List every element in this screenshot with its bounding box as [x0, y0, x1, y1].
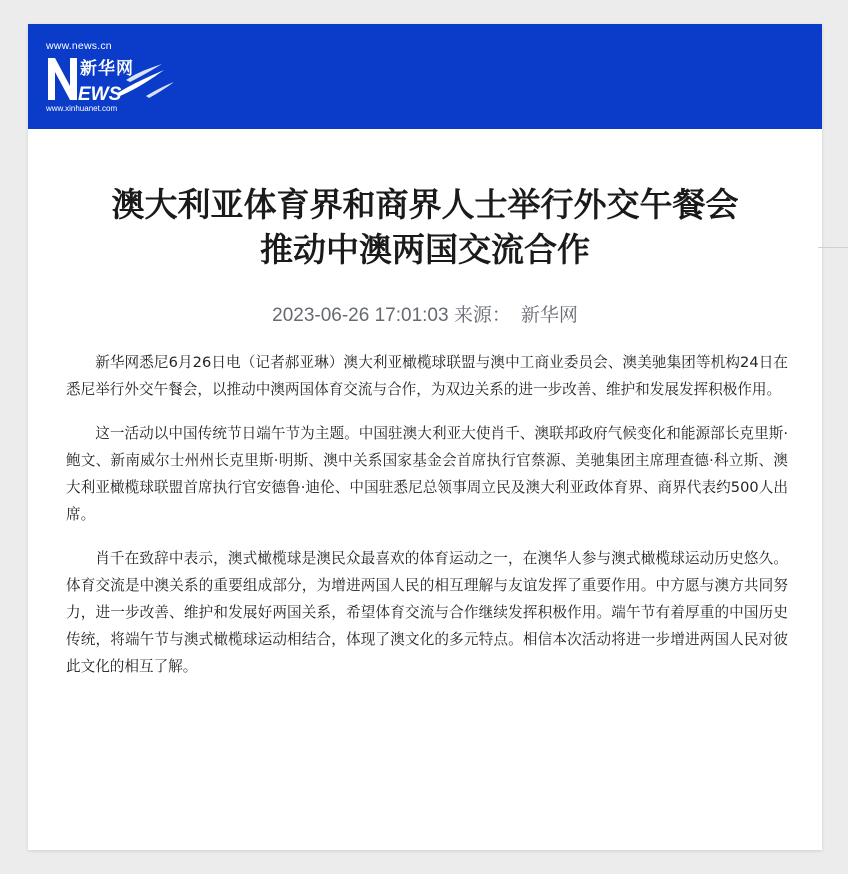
- article-paragraph: 这一活动以中国传统节日端午节为主题。中国驻澳大利亚大使肖千、澳联邦政府气候变化和能源部长克里斯·鲍文、新南威尔士州州长克里斯·明斯、澳中关系国家基金会首席执行官蔡源、美驰集团主席理查德·科立斯、澳大利亚橄榄球联盟首席执行官安德鲁·迪伦、中国驻悉尼总领事周立民及澳大利亚政体育界、商界代表约500人出席。: [66, 425, 788, 523]
- article-meta: [28, 300, 822, 327]
- article-paragraph: 新华网悉尼6月26日电（记者郝亚琳）澳大利亚橄榄球联盟与澳中工商业委员会、澳美驰集团等机构24日在悉尼举行外交午餐会，以推动中澳两国体育交流与合作，为双边关系的进一步改善、维护和发展发挥积极作用。: [66, 354, 788, 398]
- article-title-line-1: 澳大利亚体育界和商界人士举行外交午餐会: [111, 185, 739, 224]
- article-title-line-2: 推动中澳两国交流合作: [260, 230, 590, 269]
- site-header: [28, 24, 822, 129]
- article-body: [66, 349, 788, 697]
- xinhua-logo[interactable]: [46, 40, 186, 120]
- source-name[interactable]: 新华网: [520, 305, 578, 326]
- logo-subdomain-text: www.xinhuanet.com: [46, 104, 118, 113]
- logo-chinese-name: 新华网: [80, 59, 134, 79]
- logo-domain-text: www.news.cn: [46, 40, 112, 52]
- svg-text:EWS: EWS: [78, 84, 122, 104]
- article-page: [28, 24, 822, 850]
- article-paragraph: 肖千在致辞中表示，澳式橄榄球是澳民众最喜欢的体育运动之一，在澳华人参与澳式橄榄球运动历史悠久。体育交流是中澳关系的重要组成部分，为增进两国人民的相互理解与友谊发挥了重要作用。中方愿与澳方共同努力，进一步改善、维护和发展好两国关系，希望体育交流与合作继续发挥积极作用。端午节有着厚重的中国历史传统，将端午节与澳式橄榄球运动相结合，体现了澳文化的多元特点。相信本次活动将进一步增进两国人民对彼此文化的相互了解。: [66, 550, 788, 675]
- article-title: [28, 182, 822, 272]
- article-datetime: 2023-06-26 17:01:03: [272, 305, 449, 326]
- source-label: 来源：: [453, 305, 511, 326]
- page-divider: [818, 247, 848, 248]
